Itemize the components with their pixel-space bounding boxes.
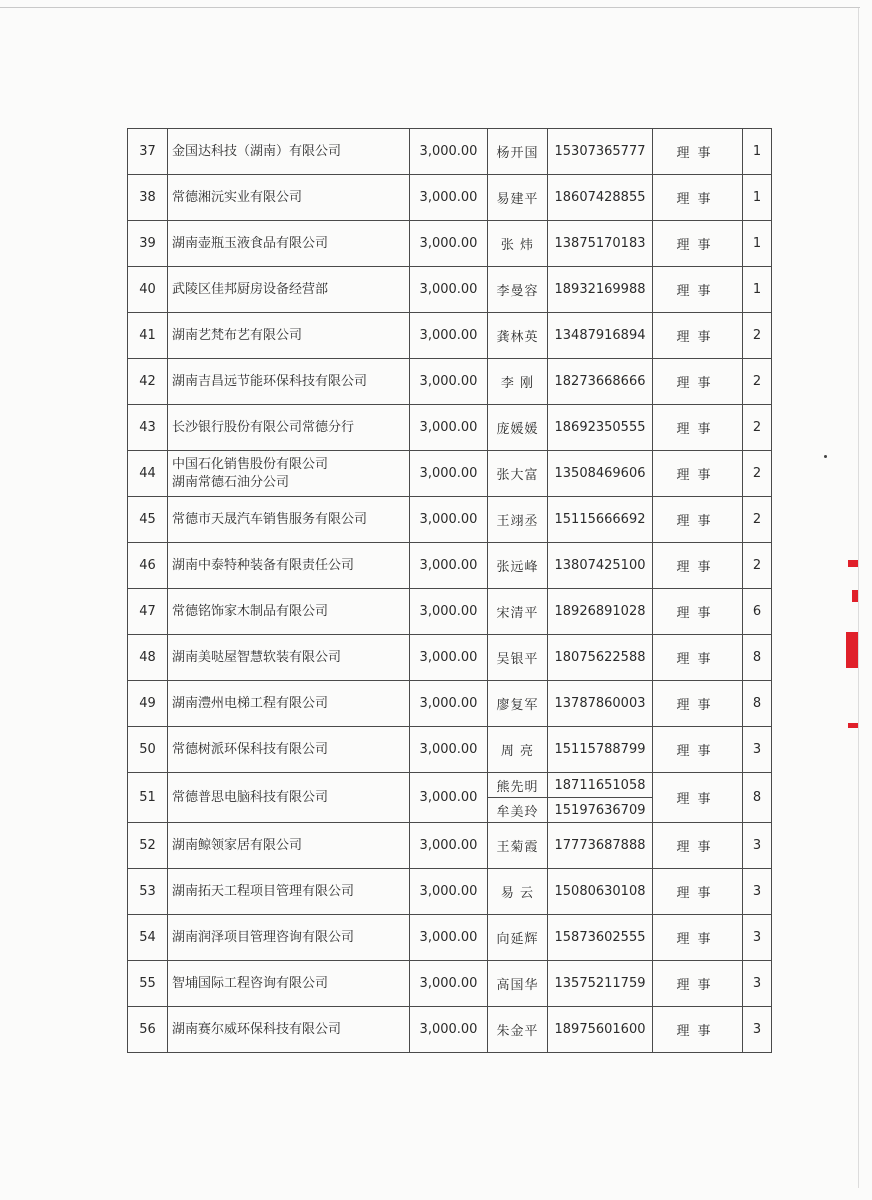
group-number-cell: 2 — [743, 451, 772, 497]
contact-name-cell: 易建平 — [488, 175, 548, 221]
contact-name-cell: 牟美玲 — [488, 798, 548, 823]
row-number-cell: 43 — [128, 405, 168, 451]
organization-cell — [168, 635, 410, 681]
contact-name-cell: 龚林英 — [488, 313, 548, 359]
role-cell: 理事 — [653, 359, 743, 405]
contact-name-cell: 王菊霞 — [488, 823, 548, 869]
organization-cell — [168, 915, 410, 961]
group-number-cell: 8 — [743, 681, 772, 727]
role-cell: 理事 — [653, 589, 743, 635]
role-cell: 理事 — [653, 221, 743, 267]
contact-phone-cell: 15873602555 — [548, 915, 653, 961]
table-row — [128, 961, 772, 1007]
amount-cell: 3,000.00 — [410, 267, 488, 313]
contact-phone-cell: 15080630108 — [548, 869, 653, 915]
role-cell: 理事 — [653, 727, 743, 773]
role-cell: 理事 — [653, 869, 743, 915]
role-cell: 理事 — [653, 405, 743, 451]
organization-name-line: 湖南澧州电梯工程有限公司 — [172, 695, 329, 711]
contact-name-cell: 庞媛媛 — [488, 405, 548, 451]
organization-cell — [168, 961, 410, 1007]
role-cell: 理事 — [653, 267, 743, 313]
table-row — [128, 727, 772, 773]
table-row — [128, 359, 772, 405]
amount-cell: 3,000.00 — [410, 359, 488, 405]
contact-name-cell: 朱金平 — [488, 1007, 548, 1053]
row-number-cell: 54 — [128, 915, 168, 961]
organization-cell — [168, 497, 410, 543]
amount-cell: 3,000.00 — [410, 961, 488, 1007]
table-row — [128, 589, 772, 635]
group-number-cell: 6 — [743, 589, 772, 635]
amount-cell: 3,000.00 — [410, 681, 488, 727]
row-number-cell: 40 — [128, 267, 168, 313]
amount-cell: 3,000.00 — [410, 869, 488, 915]
role-cell: 理事 — [653, 915, 743, 961]
amount-cell: 3,000.00 — [410, 1007, 488, 1053]
group-number-cell: 2 — [743, 313, 772, 359]
red-seal-mark — [848, 723, 858, 728]
amount-cell: 3,000.00 — [410, 175, 488, 221]
contact-name-cell: 王翊丞 — [488, 497, 548, 543]
amount-cell: 3,000.00 — [410, 635, 488, 681]
page-top-rule — [0, 7, 860, 8]
amount-cell: 3,000.00 — [410, 543, 488, 589]
group-number-cell: 2 — [743, 543, 772, 589]
amount-cell: 3,000.00 — [410, 313, 488, 359]
organization-name-line: 湖南艺梵布艺有限公司 — [172, 327, 303, 343]
organization-cell — [168, 773, 410, 823]
organization-name-line: 常德市天晟汽车销售服务有限公司 — [172, 511, 368, 527]
role-cell: 理事 — [653, 961, 743, 1007]
role-cell: 理事 — [653, 129, 743, 175]
organization-cell — [168, 589, 410, 635]
contact-phone-cell: 15197636709 — [548, 798, 653, 823]
contact-name-cell: 李 刚 — [488, 359, 548, 405]
organization-name-line: 常德普思电脑科技有限公司 — [172, 789, 329, 805]
contact-phone-cell: 13487916894 — [548, 313, 653, 359]
table-row — [128, 635, 772, 681]
contact-phone-cell: 13787860003 — [548, 681, 653, 727]
contact-phone-cell: 13508469606 — [548, 451, 653, 497]
group-number-cell: 2 — [743, 405, 772, 451]
amount-cell: 3,000.00 — [410, 915, 488, 961]
row-number-cell: 44 — [128, 451, 168, 497]
role-cell: 理事 — [653, 773, 743, 823]
page-right-rule — [858, 8, 859, 1188]
contact-phone-cell: 17773687888 — [548, 823, 653, 869]
row-number-cell: 56 — [128, 1007, 168, 1053]
organization-name-line: 常德铭饰家木制品有限公司 — [172, 603, 329, 619]
contact-name-cell: 杨开国 — [488, 129, 548, 175]
organization-name-line: 武陵区佳邦厨房设备经营部 — [172, 281, 329, 297]
role-cell: 理事 — [653, 451, 743, 497]
organization-cell — [168, 1007, 410, 1053]
contact-name-cell: 李曼容 — [488, 267, 548, 313]
amount-cell: 3,000.00 — [410, 221, 488, 267]
table-row — [128, 823, 772, 869]
organization-cell — [168, 129, 410, 175]
organization-name-line: 湖南常德石油分公司 — [172, 474, 290, 490]
organization-cell — [168, 543, 410, 589]
contact-phone-cell: 18932169988 — [548, 267, 653, 313]
organization-name-line: 湖南中泰特种装备有限责任公司 — [172, 557, 355, 573]
organization-cell — [168, 405, 410, 451]
group-number-cell: 3 — [743, 961, 772, 1007]
contact-phone-cell: 18926891028 — [548, 589, 653, 635]
group-number-cell: 2 — [743, 497, 772, 543]
role-cell: 理事 — [653, 543, 743, 589]
amount-cell: 3,000.00 — [410, 727, 488, 773]
contact-phone-cell: 13575211759 — [548, 961, 653, 1007]
contact-name-cell: 向延辉 — [488, 915, 548, 961]
contact-name-cell: 张 炜 — [488, 221, 548, 267]
contact-phone-cell: 13875170183 — [548, 221, 653, 267]
organization-cell — [168, 175, 410, 221]
group-number-cell: 1 — [743, 221, 772, 267]
table-row — [128, 1007, 772, 1053]
contact-name-cell: 易 云 — [488, 869, 548, 915]
role-cell: 理事 — [653, 681, 743, 727]
row-number-cell: 38 — [128, 175, 168, 221]
organization-name-line: 智埔国际工程咨询有限公司 — [172, 975, 329, 991]
row-number-cell: 51 — [128, 773, 168, 823]
organization-cell — [168, 727, 410, 773]
contact-name-cell: 高国华 — [488, 961, 548, 1007]
amount-cell: 3,000.00 — [410, 405, 488, 451]
contact-phone-cell: 18607428855 — [548, 175, 653, 221]
organization-name-line: 长沙银行股份有限公司常德分行 — [172, 419, 355, 435]
organization-cell — [168, 267, 410, 313]
contact-phone-cell: 18692350555 — [548, 405, 653, 451]
table-row — [128, 773, 772, 798]
role-cell: 理事 — [653, 1007, 743, 1053]
contact-phone-cell: 15115788799 — [548, 727, 653, 773]
role-cell: 理事 — [653, 635, 743, 681]
contact-phone-cell: 18273668666 — [548, 359, 653, 405]
row-number-cell: 48 — [128, 635, 168, 681]
organization-name-line: 金国达科技（湖南）有限公司 — [172, 143, 342, 159]
group-number-cell: 1 — [743, 267, 772, 313]
row-number-cell: 37 — [128, 129, 168, 175]
row-number-cell: 41 — [128, 313, 168, 359]
row-number-cell: 39 — [128, 221, 168, 267]
organization-cell — [168, 681, 410, 727]
contact-phone-cell: 15115666692 — [548, 497, 653, 543]
row-number-cell: 52 — [128, 823, 168, 869]
table-row — [128, 915, 772, 961]
table-row — [128, 405, 772, 451]
member-table-body — [128, 129, 772, 1053]
group-number-cell: 2 — [743, 359, 772, 405]
row-number-cell: 55 — [128, 961, 168, 1007]
organization-name-line: 湖南赛尔威环保科技有限公司 — [172, 1021, 342, 1037]
contact-phone-cell: 18711651058 — [548, 773, 653, 798]
contact-name-cell: 吴银平 — [488, 635, 548, 681]
organization-name-line: 湖南壶瓶玉液食品有限公司 — [172, 235, 329, 251]
contact-name-cell: 宋清平 — [488, 589, 548, 635]
organization-cell — [168, 359, 410, 405]
role-cell: 理事 — [653, 823, 743, 869]
organization-name-line: 湖南吉昌远节能环保科技有限公司 — [172, 373, 368, 389]
table-row — [128, 129, 772, 175]
stray-dot — [824, 455, 827, 458]
contact-phone-cell: 18075622588 — [548, 635, 653, 681]
table-row — [128, 543, 772, 589]
group-number-cell: 3 — [743, 869, 772, 915]
organization-cell — [168, 869, 410, 915]
red-seal-mark — [852, 590, 858, 602]
red-seal-mark — [848, 560, 858, 567]
table-row — [128, 313, 772, 359]
organization-name-line: 常德湘沅实业有限公司 — [172, 189, 303, 205]
amount-cell: 3,000.00 — [410, 497, 488, 543]
amount-cell: 3,000.00 — [410, 129, 488, 175]
role-cell: 理事 — [653, 313, 743, 359]
contact-phone-cell: 13807425100 — [548, 543, 653, 589]
group-number-cell: 1 — [743, 175, 772, 221]
group-number-cell: 8 — [743, 635, 772, 681]
row-number-cell: 42 — [128, 359, 168, 405]
table-row — [128, 451, 772, 497]
row-number-cell: 47 — [128, 589, 168, 635]
row-number-cell: 53 — [128, 869, 168, 915]
row-number-cell: 46 — [128, 543, 168, 589]
table-row — [128, 221, 772, 267]
role-cell: 理事 — [653, 175, 743, 221]
group-number-cell: 3 — [743, 823, 772, 869]
organization-name-line: 湖南润泽项目管理咨询有限公司 — [172, 929, 355, 945]
group-number-cell: 1 — [743, 129, 772, 175]
contact-phone-cell: 18975601600 — [548, 1007, 653, 1053]
organization-name-line: 湖南美哒屋智慧软装有限公司 — [172, 649, 342, 665]
contact-name-cell: 张大富 — [488, 451, 548, 497]
amount-cell: 3,000.00 — [410, 773, 488, 823]
table-row — [128, 497, 772, 543]
organization-name-line: 湖南鲸领家居有限公司 — [172, 837, 303, 853]
organization-cell — [168, 823, 410, 869]
table-row — [128, 681, 772, 727]
table-row — [128, 869, 772, 915]
amount-cell: 3,000.00 — [410, 589, 488, 635]
organization-name-line: 常德树派环保科技有限公司 — [172, 741, 329, 757]
organization-name-line: 中国石化销售股份有限公司 — [172, 456, 329, 472]
row-number-cell: 50 — [128, 727, 168, 773]
group-number-cell: 8 — [743, 773, 772, 823]
contact-name-cell: 熊先明 — [488, 773, 548, 798]
contact-phone-cell: 15307365777 — [548, 129, 653, 175]
amount-cell: 3,000.00 — [410, 451, 488, 497]
contact-name-cell: 廖复军 — [488, 681, 548, 727]
row-number-cell: 45 — [128, 497, 168, 543]
organization-cell — [168, 451, 410, 497]
role-cell: 理事 — [653, 497, 743, 543]
group-number-cell: 3 — [743, 1007, 772, 1053]
organization-name-line: 湖南拓天工程项目管理有限公司 — [172, 883, 355, 899]
member-table — [127, 128, 772, 1053]
contact-name-cell: 周 亮 — [488, 727, 548, 773]
organization-cell — [168, 313, 410, 359]
contact-name-cell: 张远峰 — [488, 543, 548, 589]
organization-cell — [168, 221, 410, 267]
table-row — [128, 175, 772, 221]
table-row — [128, 267, 772, 313]
group-number-cell: 3 — [743, 727, 772, 773]
red-seal-mark — [846, 632, 858, 668]
group-number-cell: 3 — [743, 915, 772, 961]
amount-cell: 3,000.00 — [410, 823, 488, 869]
row-number-cell: 49 — [128, 681, 168, 727]
